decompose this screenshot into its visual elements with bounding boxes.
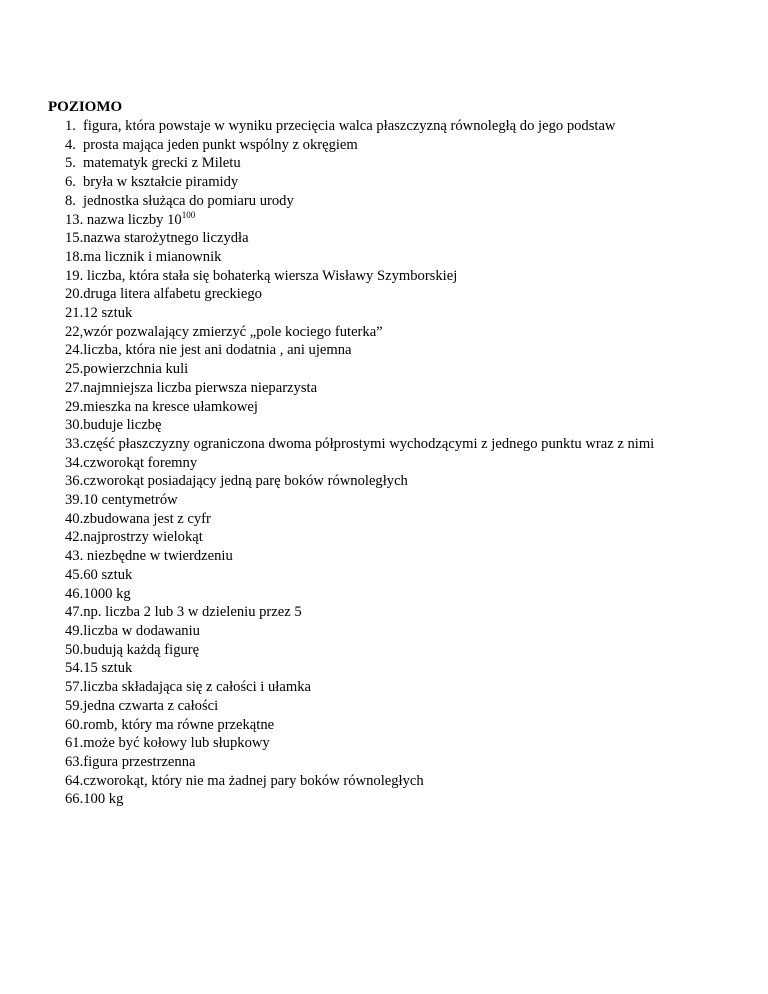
clue-number: 19. xyxy=(65,267,84,284)
clue-number: 59. xyxy=(65,697,84,714)
clue-item xyxy=(65,323,654,342)
clue-number: 47. xyxy=(65,604,84,621)
clue-number: 54. xyxy=(65,660,84,677)
clue-text: zbudowana jest z cyfr xyxy=(83,510,211,527)
clue-text: liczba składająca się z całości i ułamka xyxy=(83,679,311,696)
clue-number: 64. xyxy=(65,772,84,789)
clue-item xyxy=(65,211,654,230)
clue-number: 29. xyxy=(65,398,84,415)
clue-number: 60. xyxy=(65,716,84,733)
clue-text: figura, która powstaje w wyniku przecięcia walca płaszczyzną równoległą do jego podstaw xyxy=(83,118,616,134)
clue-item xyxy=(65,136,654,155)
clue-number: 66. xyxy=(65,791,84,808)
clue-number: 43. xyxy=(65,548,84,565)
clue-item xyxy=(65,491,654,510)
clue-number: 40. xyxy=(65,510,84,527)
clue-text: np. liczba 2 lub 3 w dzieleniu przez 5 xyxy=(83,604,302,621)
clue-item xyxy=(65,603,654,622)
clue-item xyxy=(65,304,654,323)
clue-text: część płaszczyzny ograniczona dwoma półprostymi wychodzącymi z jednego punktu wraz z nimi xyxy=(83,435,655,452)
clue-item xyxy=(65,229,654,248)
clue-text: druga litera alfabetu greckiego xyxy=(83,286,262,303)
clue-number: 18. xyxy=(65,248,84,265)
clue-item xyxy=(65,398,654,417)
clue-text: najmniejsza liczba pierwsza nieparzysta xyxy=(83,379,318,396)
clue-item xyxy=(65,173,654,192)
clue-number: 21. xyxy=(65,305,84,322)
clue-text: najprostrzy wielokąt xyxy=(83,529,203,546)
section-heading: POZIOMO xyxy=(48,99,123,115)
clue-number: 20. xyxy=(65,286,84,303)
clue-item xyxy=(65,341,654,360)
clue-item xyxy=(65,192,654,211)
clue-item xyxy=(65,360,654,379)
clue-item xyxy=(65,547,654,566)
clue-number: 61. xyxy=(65,735,84,752)
clue-text: czworokąt posiadający jedną parę boków równoległych xyxy=(83,473,408,490)
clue-text: 10 centymetrów xyxy=(83,492,178,509)
clue-item xyxy=(65,454,654,473)
clue-number: 45. xyxy=(65,566,84,583)
clue-number: 4. xyxy=(65,136,76,153)
clue-text: czworokąt foremny xyxy=(83,454,198,471)
clue-text: 60 sztuk xyxy=(83,566,133,583)
clue-item xyxy=(65,678,654,697)
clue-item xyxy=(65,154,654,173)
clue-item xyxy=(65,379,654,398)
clue-text: 12 sztuk xyxy=(83,305,133,322)
clue-text: czworokąt, który nie ma żadnej pary boków równoległych xyxy=(83,772,424,789)
clue-number: 50. xyxy=(65,641,84,658)
clue-item xyxy=(65,528,654,547)
clue-item xyxy=(65,510,654,529)
clue-number: 5. xyxy=(65,155,76,172)
clue-item xyxy=(65,716,654,735)
clue-text: 15 sztuk xyxy=(83,660,133,677)
clue-number: 46. xyxy=(65,585,84,602)
clue-text: buduje liczbę xyxy=(83,417,162,434)
clue-text: liczba, która nie jest ani dodatnia , ani ujemna xyxy=(83,342,352,359)
clue-text: liczba w dodawaniu xyxy=(83,622,200,639)
clue-item xyxy=(65,416,654,435)
clue-text: liczba, która stała się bohaterką wiersza Wisławy Szymborskiej xyxy=(83,267,458,284)
clue-text: wzór pozwalający zmierzyć „pole kociego futerka” xyxy=(83,323,383,340)
clue-number: 36. xyxy=(65,473,84,490)
clue-item xyxy=(65,585,654,604)
clue-text: może być kołowy lub słupkowy xyxy=(83,735,270,752)
clue-number: 33. xyxy=(65,435,84,452)
clue-item xyxy=(65,753,654,772)
clue-text: 1000 kg xyxy=(83,585,131,602)
clue-number: 22, xyxy=(65,323,84,340)
clue-text: jedna czwarta z całości xyxy=(83,697,219,714)
clue-number: 15. xyxy=(65,230,84,247)
clue-item xyxy=(65,622,654,641)
clue-item xyxy=(65,772,654,791)
clue-number: 13. xyxy=(65,211,84,228)
clue-text: matematyk grecki z Miletu xyxy=(83,155,241,172)
clue-item xyxy=(65,117,654,136)
clue-number: 34. xyxy=(65,454,84,471)
clue-item xyxy=(65,697,654,716)
clue-number: 42. xyxy=(65,529,84,546)
clue-number: 49. xyxy=(65,622,84,639)
clue-text: jednostka służąca do pomiaru urody xyxy=(83,192,294,209)
clue-number: 30. xyxy=(65,417,84,434)
clue-item xyxy=(65,566,654,585)
clue-text: nazwa liczby 10 xyxy=(83,211,182,228)
clue-number: 63. xyxy=(65,753,84,770)
clue-text: romb, który ma równe przekątne xyxy=(83,716,275,733)
clue-item xyxy=(65,285,654,304)
clue-number: 39. xyxy=(65,492,84,509)
clue-number: 25. xyxy=(65,361,84,378)
clue-text: budują każdą figurę xyxy=(83,641,200,658)
clue-list xyxy=(65,117,654,809)
clue-number: 1. xyxy=(65,118,76,134)
clue-text: figura przestrzenna xyxy=(83,753,196,770)
clue-text: mieszka na kresce ułamkowej xyxy=(83,398,258,415)
clue-text: niezbędne w twierdzeniu xyxy=(83,548,233,565)
clue-text: powierzchnia kuli xyxy=(83,361,189,378)
clue-item xyxy=(65,472,654,491)
clue-item xyxy=(65,435,654,454)
clue-item xyxy=(65,641,654,660)
clue-text: bryła w kształcie piramidy xyxy=(83,174,239,191)
clue-number: 27. xyxy=(65,379,84,396)
clue-number: 24. xyxy=(65,342,84,359)
clue-item xyxy=(65,659,654,678)
clue-text: prosta mająca jeden punkt wspólny z okręgiem xyxy=(83,136,358,153)
clue-item xyxy=(65,790,654,809)
clue-number: 57. xyxy=(65,679,84,696)
clue-item xyxy=(65,248,654,267)
clue-text: nazwa starożytnego liczydła xyxy=(83,230,249,247)
clue-item xyxy=(65,734,654,753)
clue-number: 6. xyxy=(65,174,76,191)
clue-text: 100 kg xyxy=(83,791,124,808)
clue-item xyxy=(65,267,654,286)
clue-superscript: 100 xyxy=(181,209,196,220)
clue-number: 8. xyxy=(65,192,76,209)
clue-text: ma licznik i mianownik xyxy=(83,248,222,265)
